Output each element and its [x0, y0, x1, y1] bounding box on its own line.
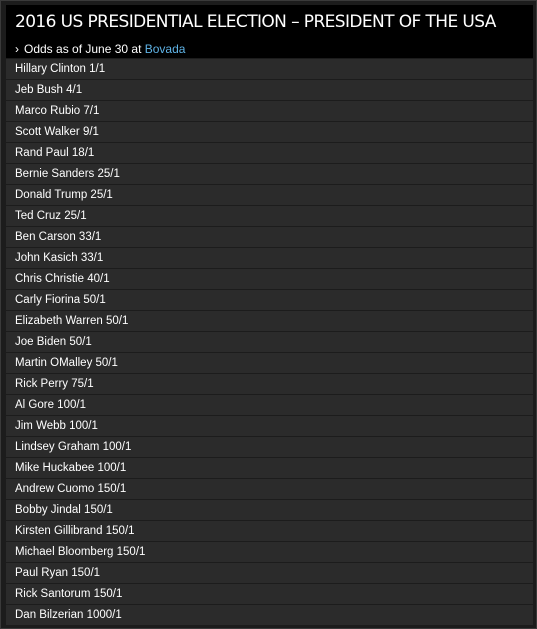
odds-row: Scott Walker 9/1 — [6, 122, 533, 142]
odds-row: Ted Cruz 25/1 — [6, 206, 533, 226]
odds-row: Donald Trump 25/1 — [6, 185, 533, 205]
bovada-link[interactable]: Bovada — [144, 42, 186, 56]
odds-row: Kirsten Gillibrand 150/1 — [6, 521, 533, 541]
odds-row: Bernie Sanders 25/1 — [6, 164, 533, 184]
odds-row: Lindsey Graham 100/1 — [6, 437, 533, 457]
odds-row: Chris Christie 40/1 — [6, 269, 533, 289]
odds-subtitle — [15, 42, 185, 56]
odds-row: Rand Paul 18/1 — [6, 143, 533, 163]
odds-row: Rick Santorum 150/1 — [6, 584, 533, 604]
subtitle-text: Odds as of June 30 at — [24, 42, 145, 56]
odds-row: Dan Bilzerian 1000/1 — [6, 605, 533, 625]
odds-row: Marco Rubio 7/1 — [6, 101, 533, 121]
odds-row: Elizabeth Warren 50/1 — [6, 311, 533, 331]
odds-list — [6, 59, 533, 626]
odds-row: Andrew Cuomo 150/1 — [6, 479, 533, 499]
odds-row: Bobby Jindal 150/1 — [6, 500, 533, 520]
odds-row: Joe Biden 50/1 — [6, 332, 533, 352]
odds-row: Mike Huckabee 100/1 — [6, 458, 533, 478]
odds-row: Ben Carson 33/1 — [6, 227, 533, 247]
odds-row: Hillary Clinton 1/1 — [6, 59, 533, 79]
odds-row: Jim Webb 100/1 — [6, 416, 533, 436]
odds-row: Al Gore 100/1 — [6, 395, 533, 415]
odds-row: Paul Ryan 150/1 — [6, 563, 533, 583]
widget-header — [6, 5, 533, 58]
odds-row: Carly Fiorina 50/1 — [6, 290, 533, 310]
widget-title: 2016 US PRESIDENTIAL ELECTION – PRESIDENT OF THE USA — [15, 12, 496, 32]
chevron-right-icon: › — [15, 42, 19, 56]
odds-row: John Kasich 33/1 — [6, 248, 533, 268]
odds-row: Michael Bloomberg 150/1 — [6, 542, 533, 562]
odds-row: Martin OMalley 50/1 — [6, 353, 533, 373]
odds-row: Rick Perry 75/1 — [6, 374, 533, 394]
odds-row: Jeb Bush 4/1 — [6, 80, 533, 100]
